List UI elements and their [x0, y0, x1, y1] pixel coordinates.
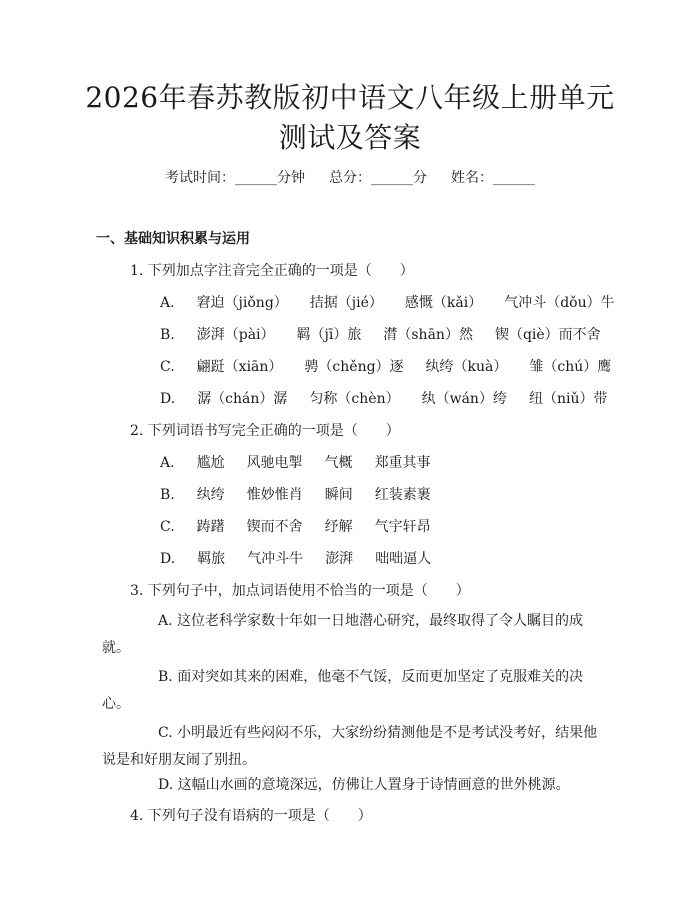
option-word: 纽（niǔ）带 [528, 391, 608, 407]
option-word: 羁（jī）旅 [296, 327, 362, 343]
option-word: 气冲斗牛 [247, 551, 304, 567]
option-word: 瞬间 [324, 487, 353, 503]
option-word: 窘迫（jiǒng） [196, 295, 288, 311]
question-1-stem: 1. 下列加点字注音完全正确的一项是（ ） [130, 263, 414, 279]
option-word: 潺（chán）潺 [197, 391, 288, 407]
option-word: 翩跹（xiān） [196, 359, 283, 375]
exam-info-line [0, 168, 700, 188]
question-4-stem: 4. 下列句子没有语病的一项是（ ） [130, 808, 372, 824]
question-3-option-a: A. 这位老科学家数十年如一日地潜心研究，最终取得了令人瞩目的成就。 [102, 613, 584, 656]
document-title: 2026年春苏教版初中语文八年级上册单元测试及答案 [85, 81, 615, 154]
option-word: 澎湃（pài） [196, 327, 275, 343]
total-score-field: 总分：______分 [329, 170, 427, 186]
option-word: 感慨（kǎi） [404, 295, 483, 311]
option-word: 匀称（chèn） [309, 391, 400, 407]
question-2-stem: 2. 下列词语书写完全正确的一项是（ ） [130, 423, 400, 439]
option-label: B. [160, 487, 175, 503]
option-label: D. [160, 391, 176, 407]
option-word: 尴尬 [196, 455, 225, 471]
option-word: 红装素裹 [374, 487, 431, 503]
section-heading: 一、基础知识积累与运用 [96, 231, 250, 247]
option-word: 纨（wán）绔 [421, 391, 507, 407]
student-name-field: 姓名：______ [451, 170, 535, 186]
option-word: 羁旅 [197, 551, 226, 567]
option-word: 踌躇 [196, 519, 225, 535]
option-word: 澎湃 [325, 551, 354, 567]
option-word: 风驰电掣 [246, 455, 303, 471]
question-2-option-b [160, 485, 431, 505]
option-word: 锲（qiè）而不舍 [494, 327, 601, 343]
option-label: C. [160, 519, 175, 535]
question-3-option-c: C. 小明最近有些闷闷不乐，大家纷纷猜测他是不是考试没考好，结果他说是和好朋友闹了别扭。 [102, 725, 598, 768]
option-label: A. [160, 295, 175, 311]
question-3-option-b: B. 面对突如其来的困难，他毫不气馁，反而更加坚定了克服难关的决心。 [102, 669, 584, 712]
option-word: 纨绔（kuà） [425, 359, 508, 375]
option-word: 纨绔 [196, 487, 225, 503]
option-word: 气宇轩昂 [374, 519, 431, 535]
question-1-option-b [160, 325, 601, 345]
option-label: C. [160, 359, 175, 375]
question-2-option-a [160, 453, 431, 473]
question-3-option-d: D. 这幅山水画的意境深远，仿佛让人置身于诗情画意的世外桃源。 [158, 777, 570, 793]
exam-time-field: 考试时间：______分钟 [165, 170, 305, 186]
option-word: 拮据（jié） [309, 295, 383, 311]
option-word: 郑重其事 [374, 455, 431, 471]
option-word: 纾解 [324, 519, 353, 535]
question-1-option-d [160, 389, 607, 409]
option-word: 潸（shān）然 [383, 327, 473, 343]
question-2-option-c [160, 517, 431, 537]
option-word: 气概 [324, 455, 353, 471]
option-label: A. [160, 455, 175, 471]
option-word: 惟妙惟肖 [246, 487, 303, 503]
question-1-option-c [160, 357, 611, 377]
option-label: B. [160, 327, 175, 343]
question-2-option-d [160, 549, 431, 569]
option-word: 咄咄逼人 [375, 551, 432, 567]
option-word: 雏（chú）鹰 [529, 359, 612, 375]
question-3-stem: 3. 下列句子中，加点词语使用不恰当的一项是（ ） [130, 583, 470, 599]
option-word: 锲而不舍 [246, 519, 303, 535]
option-word: 骋（chěng）逐 [304, 359, 404, 375]
option-label: D. [160, 551, 176, 567]
option-word: 气冲斗（dǒu）牛 [504, 295, 615, 311]
question-1-option-a [160, 293, 615, 313]
